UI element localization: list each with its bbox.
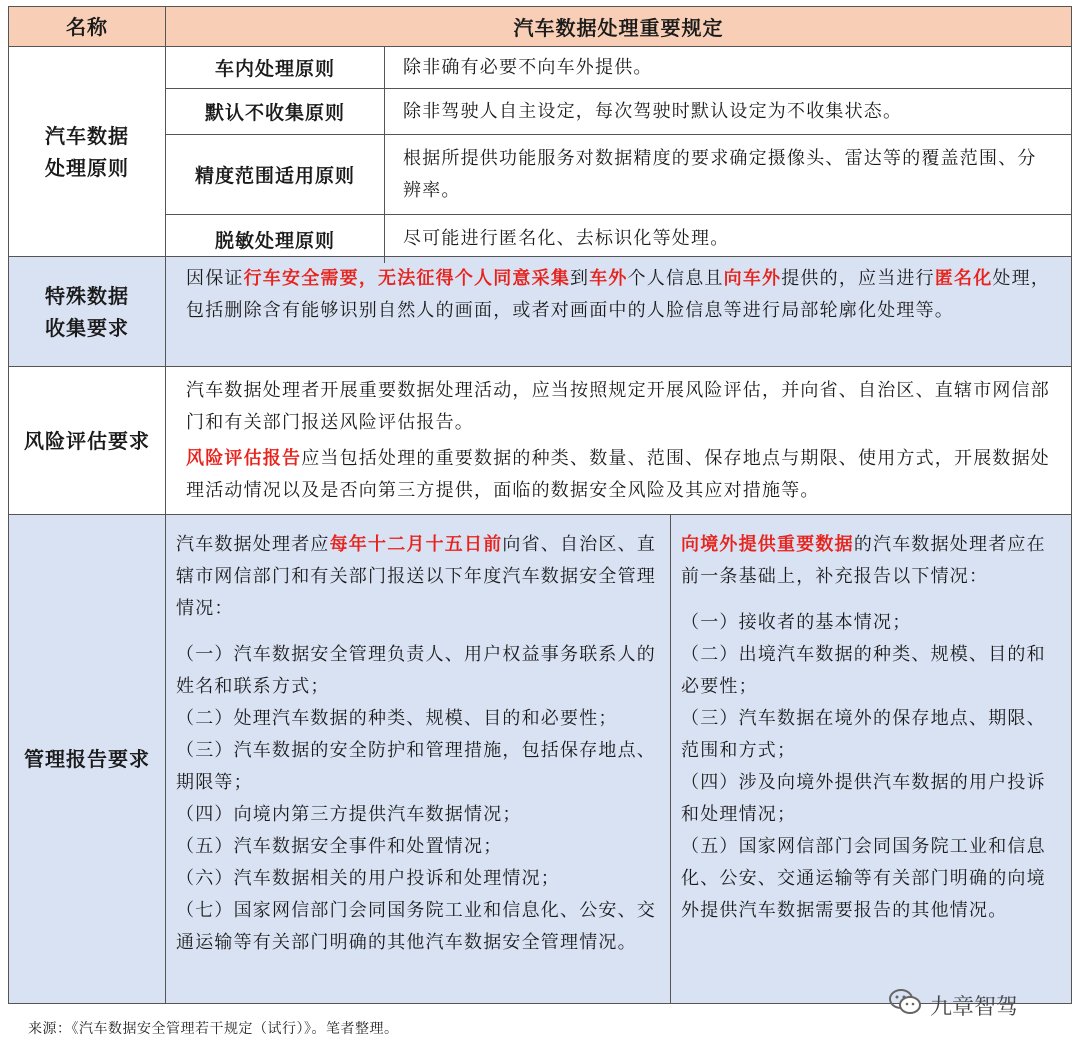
principle-name: 精度范围适用原则: [166, 135, 385, 214]
highlight-text: 匿名化: [934, 268, 993, 289]
header-title-cell: 汽车数据处理重要规定: [513, 16, 724, 40]
text-span: 个人信息且: [627, 268, 724, 289]
highlight-text: 向境外提供重要数据: [681, 534, 854, 555]
highlight-text: 无法征得个人同意采集: [378, 268, 571, 289]
text-span: ，: [358, 268, 379, 289]
overseas-report-cell: [671, 515, 1071, 1003]
source-note: 来源：《汽车数据安全管理若干规定（试行）》。笔者整理。: [28, 1021, 399, 1037]
risk-paragraph: 汽车数据处理者开展重要数据处理活动，应当按照规定开展风险评估，并向省、自治区、直辖市网信部门和有关部门报送风险评估报告。: [186, 380, 1050, 433]
special-data-label: 特殊数据收集要求: [9, 257, 166, 366]
special-data-row: [9, 257, 1071, 367]
highlight-text: 每年十二月十五日前: [329, 534, 503, 555]
principle-desc: 除非驾驶人自主设定，每次驾驶时默认设定为不收集状态。: [403, 100, 903, 122]
risk-assessment-text: [166, 367, 1071, 514]
text-span: 的汽车数据处理者应在前一条基础上，补充报告以下情况：: [681, 534, 1046, 587]
table-header: [9, 7, 1071, 47]
text-span: 处理，包括删除含有能够识别自然人的画面，或者对画面中的人脸信息等进行局部轮廓化处理等。: [186, 268, 1051, 321]
principle-row: [166, 215, 1071, 263]
regulations-table: [8, 6, 1072, 1004]
list-item: （六）汽车数据相关的用户投诉和处理情况；: [176, 868, 560, 889]
list-item: （四）涉及向境外提供汽车数据的用户投诉和处理情况；: [681, 772, 1046, 825]
wechat-icon: [888, 988, 922, 1022]
domestic-intro: [176, 529, 662, 625]
text-span: 汽车数据处理者应: [176, 534, 330, 555]
text-span: 提供的，应当进行: [781, 268, 935, 289]
principle-name: 默认不收集原则: [166, 89, 385, 134]
overseas-intro: [681, 529, 1063, 593]
principle-row: [166, 47, 1071, 89]
management-report-label: 管理报告要求: [9, 515, 166, 1003]
principle-desc: 除非确有必要不向车外提供。: [403, 56, 653, 78]
list-item: （二）出境汽车数据的种类、规模、目的和必要性；: [681, 644, 1046, 697]
principle-name: 车内处理原则: [166, 47, 385, 88]
risk-assessment-row: [9, 367, 1071, 515]
list-item: （七）国家网信部门会同国务院工业和信息化、公安、交通运输等有关部门明确的其他汽车数据安全管理情况。: [176, 900, 656, 953]
watermark: [888, 988, 1018, 1022]
text-span: 应当包括处理的重要数据的种类、数量、范围、保存地点与期限、使用方式，开展数据处理活动情况以及是否向第三方提供，面临的数据安全风险及其应对措施等。: [186, 448, 1050, 501]
principles-label: 汽车数据处理原则: [9, 47, 166, 256]
principles-row: [9, 47, 1071, 257]
principle-name: 脱敏处理原则: [166, 215, 385, 263]
list-item: （五）国家网信部门会同国务院工业和信息化、公安、交通运输等有关部门明确的向境外提供汽车数据需要报告的其他情况。: [681, 836, 1046, 921]
domestic-report-cell: [166, 515, 671, 1003]
highlight-text: 向车外: [723, 268, 782, 289]
header-name-cell: 名称: [9, 7, 166, 46]
list-item: （四）向境内第三方提供汽车数据情况；: [176, 804, 522, 825]
list-item: （三）汽车数据的安全防护和管理措施，包括保存地点、期限等；: [176, 740, 656, 793]
management-report-row: [9, 515, 1071, 1003]
text-span: 到: [570, 268, 590, 289]
special-data-text: [166, 257, 1071, 366]
principle-desc: 根据所提供功能服务对数据精度的要求确定摄像头、雷达等的覆盖范围、分辨率。: [403, 147, 1037, 201]
list-item: （五）汽车数据安全事件和处置情况；: [176, 836, 503, 857]
highlight-text: 风险评估报告: [186, 448, 302, 469]
list-item: （三）汽车数据在境外的保存地点、期限、范围和方式；: [681, 708, 1046, 761]
text-span: 向省、自治区、直辖市网信部门和有关部门报送以下年度汽车数据安全管理情况：: [176, 534, 657, 619]
highlight-text: 行车安全需要: [243, 268, 359, 289]
highlight-text: 车外: [589, 268, 628, 289]
text-span: 因保证: [186, 268, 244, 289]
list-item: （二）处理汽车数据的种类、规模、目的和必要性；: [176, 708, 618, 729]
risk-paragraph: [186, 443, 1051, 507]
principles-list: [166, 47, 1071, 256]
principle-row: [166, 89, 1071, 135]
risk-assessment-label: 风险评估要求: [9, 367, 166, 514]
list-item: （一）汽车数据安全管理负责人、用户权益事务联系人的姓名和联系方式；: [176, 644, 656, 697]
management-report-content: [166, 515, 1071, 1003]
principle-desc: 尽可能进行匿名化、去标识化等处理。: [403, 228, 730, 249]
principle-row: [166, 135, 1071, 215]
list-item: （一）接收者的基本情况；: [681, 612, 912, 633]
watermark-text: 九章智驾: [930, 994, 1019, 1020]
